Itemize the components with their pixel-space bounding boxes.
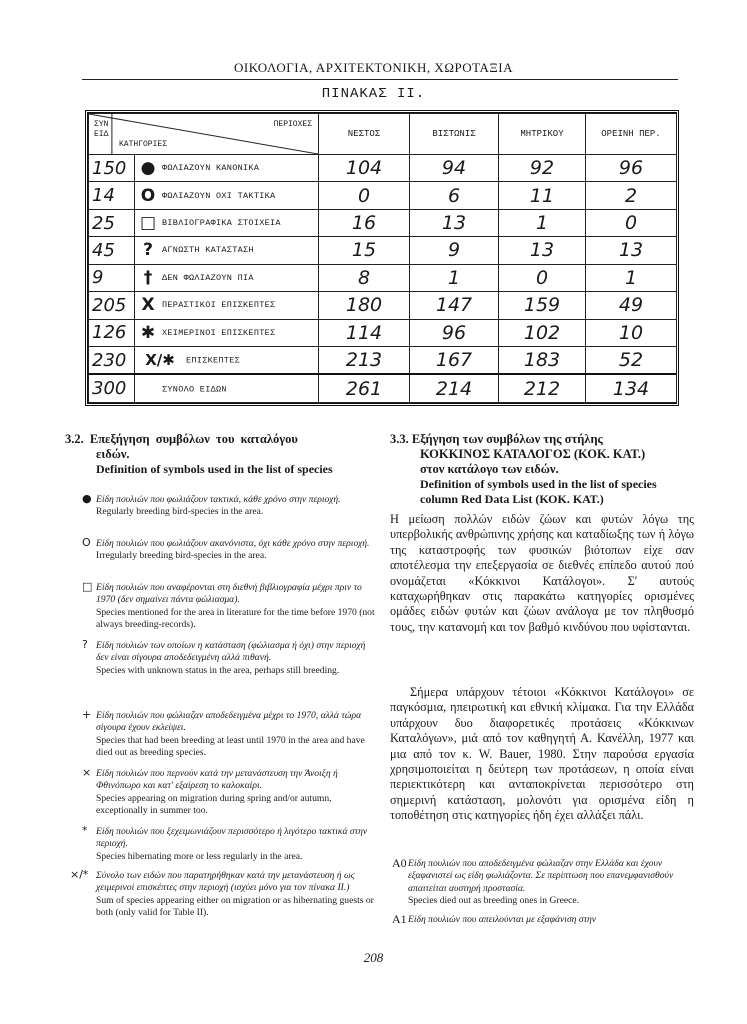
table-cell: 147 [410,292,499,319]
category-label: ΒΙΒΛΙΟΓΡΑΦΙΚΑ ΣΤΟΙΧΕΙΑ [162,218,281,229]
table-cell: 13 [499,237,586,264]
category-label: ΣΥΝΟΛΟ ΕΙΔΩΝ [162,384,227,395]
table-cell: 261 [319,374,410,402]
cross-icon: † [143,267,153,288]
table-cell: 96 [410,319,499,346]
table-cell: 213 [319,346,410,374]
page-number: 208 [363,950,384,965]
column-header: ΜΗΤΡΙΚΟΥ [499,114,586,155]
legend-text-gr: Είδη πουλιών που φωλιάζουν ακανόνιστα, όχι κάθε χρόνο στην περιοχή. [96,538,370,549]
column-header: ΝΕΣΤΟΣ [319,114,410,155]
category-label: ΠΕΡΑΣΤΙΚΟΙ ΕΠΙΣΚΕΠΤΕΣ [162,300,276,311]
legend-text-en: Species hibernating more or less regularly in the area. [96,850,303,862]
table-cell: 1 [586,264,677,291]
category-code: Α1 [392,912,407,926]
table-cell: 180 [319,292,410,319]
x-asterisk-icon: X/✱ [145,351,175,370]
square-icon: □ [82,580,93,593]
section-32-title-gr: 3.2. Επεξήγηση συμβόλων του καταλόγου [65,432,298,446]
legend-text-gr: Είδη πουλιών που ξεχειμωνιάζουν περισσότερο ή λιγότερο τακτικά στην περιοχή. [96,826,368,850]
legend-item [82,708,376,760]
table-cell: 1 [499,209,586,236]
category-label: ΕΠΙΣΚΕΠΤΕΣ [186,355,241,366]
header-kathgories: ΚΑΤΗΓΟΡΙΕΣ [119,140,168,149]
table-cell: 94 [410,155,499,182]
category-text-gr: Είδη πουλιών που απειλούνται με εξαφάνιση στην [408,914,597,925]
table-cell: 13 [410,209,499,236]
table-cell: 2 [586,182,677,209]
legend-text-en: Species with unknown status in the area, perhaps still breeding. [96,664,340,676]
category-label: ΑΓΝΩΣΤΗ ΚΑΤΑΣΤΑΣΗ [162,245,254,256]
asterisk-icon: * [82,824,88,837]
question-mark-icon: ? [143,240,153,261]
table-cell: 92 [499,155,586,182]
header-perioxes: ΠΕΡΙΟΧΕΣ [273,120,312,129]
table-cell: 159 [499,292,586,319]
table-cell: 104 [319,155,410,182]
category-label: ΔΕΝ ΦΩΛΙΑΖΟΥΝ ΠΙΑ [162,272,254,283]
category-text-en: Species died out as breeding ones in Greece. [408,895,580,907]
legend-text-en: Sum of species appearing either on migration or as hibernating guests or both (only valid for Table II). [96,894,374,919]
section-32-title-gr-2: ειδών. [96,447,130,461]
table-cell: 96 [586,155,677,182]
paragraph: Η μείωση πολλών ειδών ζώων και φυτών λόγω της υπερβολικής ανθρώπινης χρήσης και καταδίωξης των ή λόγω της καταστροφής των φυσικών βιότοπων είχε σαν αποτέλεσμα την επεξεργασία σε διεθνές επίπεδο αυτού πού ονομάζεται «Κόκκινοι Κατάλογοι». Σ' αυτούς καταχωρήθηκαν στις παρακάτω κατηγορίες ορισμένες ομάδες ειδών φυτών και ζώων ανάλογα με τον πληθυσμό τους, την κατανομή και τον βαθμό κινδύνου που υφίστανται. [390,512,694,634]
table-cell: 8 [319,264,410,291]
table-cell: 15 [319,237,410,264]
x-mark-icon: X [141,295,155,316]
legend-text-en: Species that had been breeding at least until 1970 in the area and have died out as breeding species. [96,734,365,759]
category-cell [135,319,319,346]
legend-text-gr: Σύνολο των ειδών που παρατηρήθηκαν κατά την μετανάστευση ή ως χειμερινοί επισκέπτες στην περιοχή (ισχύει μόνο για τον πίνακα ΙΙ.) [96,870,355,894]
section-33-title-gr: 3.3. Εξήγηση των συμβόλων της στήλης [390,432,603,446]
section-32-title-en: Definition of symbols used in the list of species [96,462,333,476]
legend-text-en: Irregularly breeding bird-species in the area. [96,550,267,562]
open-circle-icon: O [82,536,91,549]
column-header: ΟΡΕΙΝΗ ΠΕΡ. [586,114,677,155]
table-cell: 167 [410,346,499,374]
species-count: 205 [89,292,135,319]
table-header-row [89,114,677,155]
table-cell: 102 [499,319,586,346]
table-total-row [89,374,677,402]
running-header: ΟΙΚΟΛΟΓΙΑ, ΑΡΧΙΤΕΚΤΟΝΙΚΗ, ΧΩΡΟΤΑΞΙΑ [234,60,513,75]
species-count: 9 [89,264,135,291]
category-cell [135,237,319,264]
table-title: ΠΙΝΑΚΑΣ ΙΙ. [321,86,426,102]
header-rule [82,79,678,80]
x-mark-icon: × [82,766,92,779]
table-row [89,292,677,319]
category-label: ΧΕΙΜΕΡΙΝΟΙ ΕΠΙΣΚΕΠΤΕΣ [162,327,276,338]
species-count: 126 [89,319,135,346]
section-33-title-gr-3: στον κατάλογο των ειδών. [420,462,559,476]
section-33-title-en: Definition of symbols used in the list of species [420,477,657,491]
table-cell: 11 [499,182,586,209]
table-cell: 6 [410,182,499,209]
table-row [89,264,677,291]
species-count: 230 [89,346,135,374]
legend-item [82,824,376,863]
category-label: ΦΩΛΙΑΖΟΥΝ ΟΧΙ ΤΑΚΤΙΚΑ [162,190,276,201]
species-count: 14 [89,182,135,209]
table-corner-header [89,114,319,155]
legend-text-en: Regularly breeding bird-species in the area. [96,506,264,518]
legend-text-gr: Είδη πουλιών που φώλιαζαν αποδεδειγμένα μέχρι το 1970, αλλά τώρα σίγουρα έχουν εκλείψει. [96,710,362,734]
table-cell: 0 [319,182,410,209]
legend-text-en: Species mentioned for the area in literature for the time before 1970 (not always breeding-records). [96,606,375,631]
table-row [89,182,677,209]
legend-text-gr: Είδη πουλιών που αναφέρονται στη διεθνή βιβλιογραφία μέχρι πριν το 1970 (δεν σημαίνει πάντα φώλιασμα). [96,582,362,606]
species-count: 25 [89,209,135,236]
category-cell [135,209,319,236]
table-cell: 49 [586,292,677,319]
cross-icon: + [82,708,92,721]
table-cell: 52 [586,346,677,374]
table-cell: 114 [319,319,410,346]
table-cell: 13 [586,237,677,264]
header-syn-eid: ΣΥΝ ΕΙΔ [94,120,109,139]
legend-item [82,766,376,818]
section-33-title-en-2: column Red Data List (ΚΟΚ. ΚΑΤ.) [420,492,604,506]
category-a1 [392,912,694,926]
table-cell: 183 [499,346,586,374]
species-table [85,110,679,406]
table-cell: 16 [319,209,410,236]
table-cell: 0 [499,264,586,291]
table-cell: 214 [410,374,499,402]
table-cell: 212 [499,374,586,402]
x-asterisk-icon: ×/* [70,868,89,881]
question-mark-icon: ? [82,638,88,651]
table-cell: 9 [410,237,499,264]
table-cell: 0 [586,209,677,236]
legend-text-gr: Είδη πουλιών που φωλιάζουν τακτικά, κάθε χρόνο στην περιοχή. [96,494,341,505]
open-circle-icon: O [140,185,156,206]
section-33-title [390,432,700,507]
table-row [89,237,677,264]
table-row [89,209,677,236]
legend-item [82,536,376,563]
category-cell [135,346,319,374]
legend-item [70,868,376,920]
table-row [89,155,677,182]
species-table-grid [88,113,677,403]
category-a0 [392,856,694,908]
species-count: 300 [89,374,135,402]
category-cell [135,155,319,182]
table-row [89,319,677,346]
category-text-gr: Είδη πουλιών που αποδεδειγμένα φώλιαζαν στην Ελλάδα και έχουν εξαφανιστεί ως είδη φωλιάζοντα. Σε περίπτωση που επανεμφανισθούν απαιτείται αυστηρή προστασία. [408,858,674,894]
filled-circle-icon: ● [140,158,156,179]
category-cell [135,182,319,209]
asterisk-icon: ✱ [140,322,156,343]
legend-text-gr: Είδη πουλιών που περνούν κατά την μετανάστευση την Άνοιξη ή Φθινόπωρο και κατ' εξαίρεση το καλοκαίρι. [96,768,338,792]
legend-item [82,638,376,677]
category-label: ΦΩΛΙΑΖΟΥΝ ΚΑΝΟΝΙΚΑ [162,163,260,174]
section-32-title [65,432,385,477]
legend-text-gr: Είδη πουλιών των οποίων η κατάσταση (φώλιασμα ή όχι) στην περιοχή δεν είναι σίγουρα αποδεδειγμένη αλλά πιθανή. [96,640,366,664]
category-code: Α0 [392,856,407,870]
table-cell: 134 [586,374,677,402]
category-cell [135,292,319,319]
section-33-title-gr-2: ΚΟΚΚΙΝΟΣ ΚΑΤΑΛΟΓΟΣ (ΚΟΚ. ΚΑΤ.) [420,447,646,461]
legend-text-en: Species appearing on migration during spring and/or autumn, exceptionally in summer too. [96,792,332,817]
legend-item [82,580,376,632]
table-row [89,346,677,374]
paragraph: Σήμερα υπάρχουν τέτοιοι «Κόκκινοι Κατάλογοι» σε παγκόσμια, ηπειρωτική και εθνική κλίμακα. Για την Ελλάδα υπάρχουν δυο διαφορετικές προτάσεις «Κόκκινων Καταλόγων», μιά από τον καθηγητή Α. Κανέλλη, 1977 και μια από τον κ. W. Bauer, 1980. Στην παρούσα εργασία χρησιμοποιείται η δεύτερη των προτάσεων, η οποία είναι περιεκτικότερη και ανταποκρίνεται περισσότερο στη σημερινή κατάσταση, μολονότι για ορισμένα είδη η τοποθέτηση στις κατηγορίες ήδη έχει αλλάξει πάλι. [390,685,694,823]
square-icon: □ [139,213,157,234]
species-count: 45 [89,237,135,264]
category-cell [135,374,319,402]
category-cell [135,264,319,291]
legend-item [82,492,376,519]
column-header: ΒΙΣΤΩΝΙΣ [410,114,499,155]
table-cell: 10 [586,319,677,346]
species-count: 150 [89,155,135,182]
table-cell: 1 [410,264,499,291]
filled-circle-icon: ● [82,492,92,505]
